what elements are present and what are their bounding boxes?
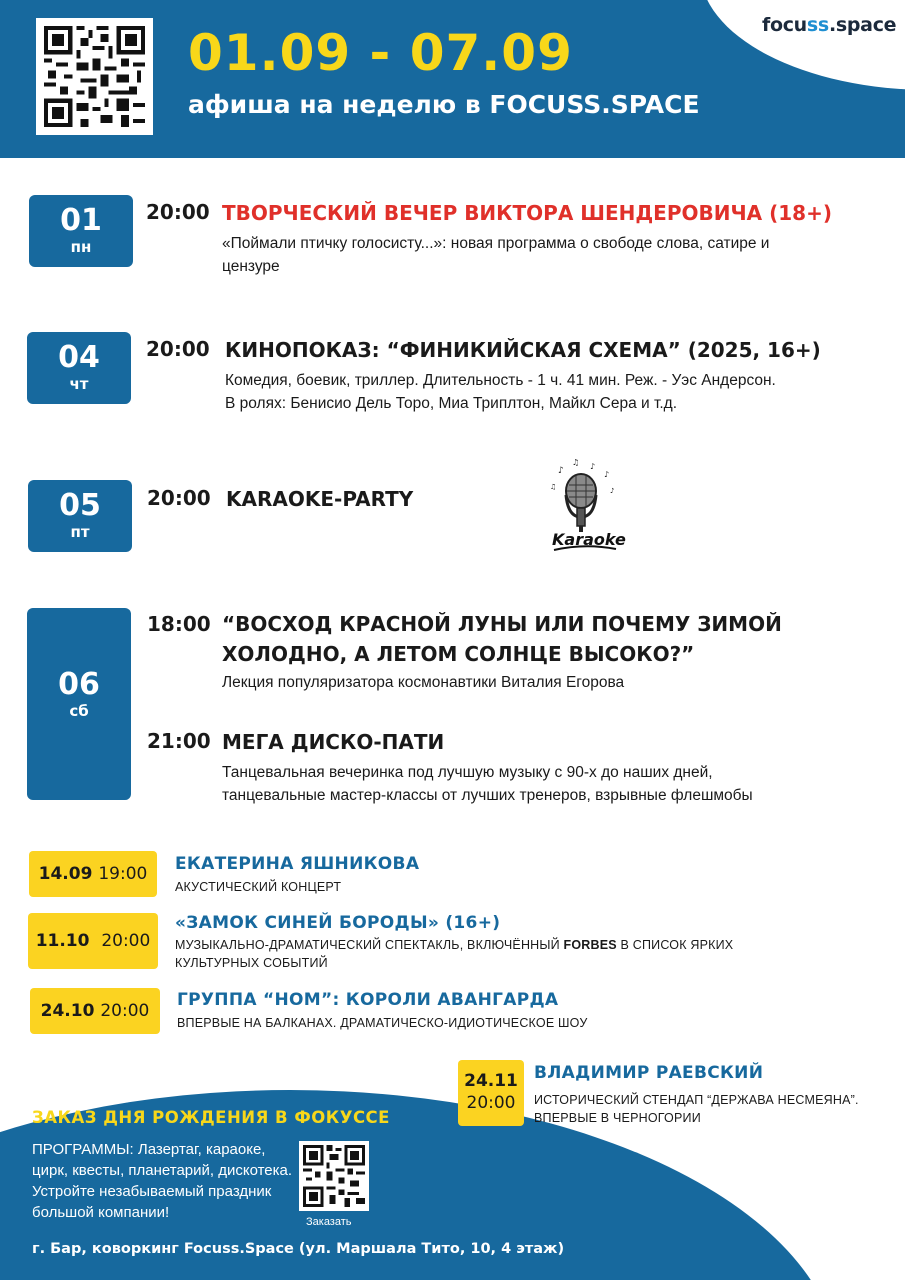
order-qr-code[interactable] [299, 1141, 369, 1211]
date-badge [30, 988, 160, 1034]
time-text: 20:00 [466, 1093, 516, 1113]
upcoming-title[interactable]: ЕКАТЕРИНА ЯШНИКОВА [175, 854, 420, 874]
week-dates: 01.09 - 07.09 [188, 24, 573, 82]
day-number: 01 [60, 203, 102, 238]
event-time: 20:00 [146, 337, 210, 361]
event-title[interactable]: МЕГА ДИСКО-ПАТИ [222, 730, 445, 754]
day-badge-01 [29, 195, 133, 267]
time-text: 20:00 [101, 931, 151, 951]
forbes-highlight: FORBES [563, 938, 617, 952]
karaoke-label: Karaoke [552, 530, 626, 549]
event-description-line: цензуре [222, 258, 280, 275]
description-text: ИСТОРИЧЕСКИЙ СТЕНДАП “ДЕРЖАВА НЕСМЕЯНА”. [534, 1093, 859, 1107]
event-description-line: В ролях: Бенисио Дель Торо, Миа Триплтон, Майкл Сера и т.д. [225, 395, 678, 412]
event-description-line: танцевальные мастер-классы от лучших тренеров, взрывные флешмобы [222, 787, 753, 804]
header-subtitle: афиша на неделю в FOCUSS.SPACE [188, 90, 700, 119]
event-time: 20:00 [146, 200, 210, 224]
event-description [222, 761, 902, 807]
upcoming-description: ВПЕРВЫЕ НА БАЛКАНАХ. ДРАМАТИЧЕСКО-ИДИОТИЧЕСКОЕ ШОУ [177, 1016, 588, 1030]
time-text: 19:00 [98, 864, 148, 884]
upcoming-description [534, 1091, 894, 1127]
karaoke-illustration [540, 455, 630, 560]
birthday-title: ЗАКАЗ ДНЯ РОЖДЕНИЯ В ФОКУССЕ [32, 1108, 390, 1127]
day-number: 06 [58, 667, 100, 702]
upcoming-title[interactable]: ГРУППА “НОМ”: КОРОЛИ АВАНГАРДА [177, 990, 559, 1010]
event-description [222, 232, 892, 278]
event-title[interactable] [222, 609, 902, 669]
day-weekday: сб [69, 702, 89, 720]
date-text: 24.11 [464, 1071, 518, 1091]
svg-text:♪: ♪ [604, 470, 610, 479]
day-weekday: чт [69, 375, 89, 393]
date-text: 11.10 [35, 931, 90, 951]
event-time: 20:00 [147, 486, 211, 510]
date-badge [458, 1060, 524, 1126]
svg-text:♫: ♫ [572, 458, 580, 467]
event-description: Лекция популяризатора космонавтики Виталия Егорова [222, 674, 625, 691]
event-title-line: ХОЛОДНО, А ЛЕТОМ СОЛНЦЕ ВЫСОКО?” [222, 642, 695, 666]
upcoming-title[interactable]: ВЛАДИМИР РАЕВСКИЙ [534, 1063, 764, 1083]
day-weekday: пт [70, 523, 90, 541]
qr-code-icon [44, 26, 145, 127]
description-text: МУЗЫКАЛЬНО-ДРАМАТИЧЕСКИЙ СПЕКТАКЛЬ, ВКЛЮЧЁННЫЙ [175, 938, 564, 952]
event-description-line: Танцевальная вечеринка под лучшую музыку с 90-х до наших дней, [222, 764, 713, 781]
event-title[interactable]: KARAOKE-PARTY [226, 487, 414, 511]
event-time: 21:00 [147, 729, 211, 753]
event-description-line: Комедия, боевик, триллер. Длительность - 1 ч. 41 мин. Реж. - Уэс Андерсон. [225, 372, 776, 389]
date-badge [28, 913, 158, 969]
event-title[interactable]: ТВОРЧЕСКИЙ ВЕЧЕР ВИКТОРА ШЕНДЕРОВИЧА (18+) [222, 201, 832, 225]
upcoming-description [175, 936, 815, 972]
upcoming-description: АКУСТИЧЕСКИЙ КОНЦЕРТ [175, 880, 342, 894]
venue-address: г. Бар, коворкинг Focuss.Space (ул. Маршала Тито, 10, 4 этаж) [32, 1241, 565, 1257]
day-badge-04 [27, 332, 131, 404]
date-text: 14.09 [38, 864, 93, 884]
header-banner [0, 0, 905, 158]
description-text: ВПЕРВЫЕ В ЧЕРНОГОРИИ [534, 1111, 701, 1125]
description-text: В СПИСОК ЯРКИХ [616, 938, 734, 952]
day-badge-05 [28, 480, 132, 552]
event-description [225, 369, 895, 415]
qr-code[interactable] [36, 18, 153, 135]
svg-text:♫: ♫ [550, 483, 557, 491]
microphone-icon [540, 455, 630, 560]
qr-code-icon [303, 1145, 365, 1207]
upcoming-title[interactable]: «ЗАМОК СИНЕЙ БОРОДЫ» (16+) [175, 913, 501, 933]
event-title-line: “ВОСХОД КРАСНОЙ ЛУНЫ ИЛИ ПОЧЕМУ ЗИМОЙ [222, 612, 782, 636]
svg-text:♪: ♪ [558, 466, 564, 476]
svg-text:♪: ♪ [590, 462, 596, 471]
time-text: 20:00 [100, 1001, 150, 1021]
day-badge-06 [27, 608, 131, 800]
svg-text:♪: ♪ [610, 487, 615, 495]
order-label: Заказать [306, 1216, 352, 1228]
brand-logo[interactable]: focuss.space [762, 14, 897, 36]
event-title[interactable]: КИНОПОКАЗ: “ФИНИКИЙСКАЯ СХЕМА” (2025, 16+) [225, 338, 821, 362]
date-badge [29, 851, 157, 897]
day-number: 04 [58, 340, 100, 375]
description-text: КУЛЬТУРНЫХ СОБЫТИЙ [175, 956, 328, 970]
event-description-line: «Поймали птичку голосисту...»: новая программа о свободе слова, сатире и [222, 235, 770, 252]
date-text: 24.10 [40, 1001, 95, 1021]
day-number: 05 [59, 488, 101, 523]
event-time: 18:00 [147, 612, 211, 636]
birthday-programs: ПРОГРАММЫ: Лазертаг, караоке, цирк, квесты, планетарий, дискотека. Устройте незабываемый праздник большой компании! [32, 1141, 293, 1221]
day-weekday: пн [70, 238, 92, 256]
